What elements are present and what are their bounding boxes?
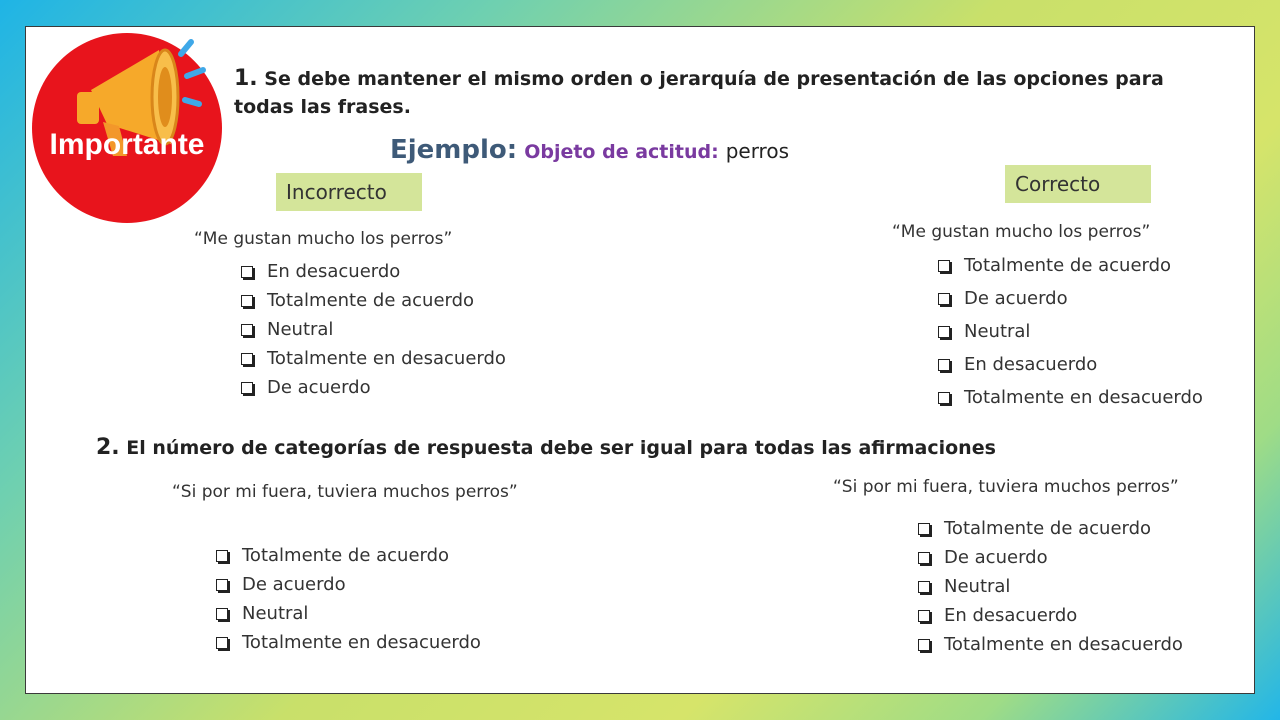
option-item[interactable] [916, 514, 1183, 543]
rule1-number: 1. [234, 66, 258, 91]
example-label: Ejemplo: [390, 135, 518, 165]
rule2-text: El número de categorías de respuesta debe ser igual para todas las afirmaciones [126, 437, 996, 459]
option-label: Totalmente en desacuerdo [242, 632, 481, 653]
importante-badge [31, 32, 223, 224]
option-label: En desacuerdo [267, 261, 401, 282]
checkbox-icon[interactable] [918, 639, 930, 651]
checkbox-icon[interactable] [938, 293, 950, 305]
option-label: Neutral [944, 576, 1011, 597]
option-label: Totalmente de acuerdo [267, 290, 475, 311]
checkbox-icon[interactable] [216, 637, 228, 649]
checkbox-icon[interactable] [918, 610, 930, 622]
rule1-text-line1: Se debe mantener el mismo orden o jerarquía de presentación de las opciones para [264, 68, 1164, 90]
option-label: De acuerdo [267, 377, 371, 398]
option-item[interactable] [239, 315, 506, 344]
checkbox-icon[interactable] [241, 295, 253, 307]
option-label: De acuerdo [944, 547, 1048, 568]
checkbox-icon[interactable] [216, 550, 228, 562]
object-label: Objeto de actitud: [524, 141, 719, 163]
option-item[interactable] [916, 572, 1183, 601]
option-label: Neutral [267, 319, 334, 340]
option-item[interactable] [936, 381, 1203, 414]
rule2-heading [96, 434, 996, 462]
option-item[interactable] [916, 630, 1183, 659]
option-label: De acuerdo [964, 288, 1068, 309]
checkbox-icon[interactable] [938, 359, 950, 371]
checkbox-icon[interactable] [918, 552, 930, 564]
checkbox-icon[interactable] [918, 523, 930, 535]
incorrect-options-list [239, 257, 506, 402]
option-label: Totalmente de acuerdo [944, 518, 1152, 539]
option-label: Neutral [964, 321, 1031, 342]
option-item[interactable] [936, 249, 1203, 282]
right-example-options-list [916, 514, 1183, 659]
checkbox-icon[interactable] [241, 324, 253, 336]
checkbox-icon[interactable] [938, 392, 950, 404]
option-item[interactable] [214, 541, 481, 570]
option-item[interactable] [239, 344, 506, 373]
option-label: De acuerdo [242, 574, 346, 595]
option-item[interactable] [916, 601, 1183, 630]
option-label: Totalmente de acuerdo [964, 255, 1172, 276]
left-example-options-list [214, 541, 481, 657]
checkbox-icon[interactable] [918, 581, 930, 593]
object-value: perros [725, 139, 789, 163]
option-label: Neutral [242, 603, 309, 624]
option-label: En desacuerdo [964, 354, 1098, 375]
option-item[interactable] [936, 282, 1203, 315]
correct-options-list [936, 249, 1203, 414]
incorrect-tag: Incorrecto [276, 173, 422, 211]
option-item[interactable] [239, 373, 506, 402]
option-label: Totalmente en desacuerdo [944, 634, 1183, 655]
checkbox-icon[interactable] [241, 353, 253, 365]
badge-label: Importante [49, 128, 205, 161]
checkbox-icon[interactable] [216, 579, 228, 591]
option-item[interactable] [214, 570, 481, 599]
slide [25, 26, 1255, 694]
right-example-quote: “Si por mi fuera, tuviera muchos perros” [833, 477, 1179, 497]
rule1-text-line2: todas las frases. [234, 96, 411, 118]
option-item[interactable] [239, 286, 506, 315]
option-item[interactable] [214, 599, 481, 628]
example-line [390, 135, 789, 165]
checkbox-icon[interactable] [241, 382, 253, 394]
option-label: Totalmente en desacuerdo [267, 348, 506, 369]
option-item[interactable] [936, 315, 1203, 348]
option-label: Totalmente en desacuerdo [964, 387, 1203, 408]
rule2-number: 2. [96, 435, 120, 460]
checkbox-icon[interactable] [216, 608, 228, 620]
left-example-quote: “Si por mi fuera, tuviera muchos perros” [172, 482, 518, 502]
rule1-heading [234, 65, 1164, 121]
correct-tag: Correcto [1005, 165, 1151, 203]
checkbox-icon[interactable] [938, 326, 950, 338]
checkbox-icon[interactable] [938, 260, 950, 272]
incorrect-quote: “Me gustan mucho los perros” [194, 229, 453, 249]
option-item[interactable] [936, 348, 1203, 381]
option-label: En desacuerdo [944, 605, 1078, 626]
checkbox-icon[interactable] [241, 266, 253, 278]
option-item[interactable] [916, 543, 1183, 572]
correct-quote: “Me gustan mucho los perros” [892, 222, 1151, 242]
option-item[interactable] [214, 628, 481, 657]
option-item[interactable] [239, 257, 506, 286]
option-label: Totalmente de acuerdo [242, 545, 450, 566]
